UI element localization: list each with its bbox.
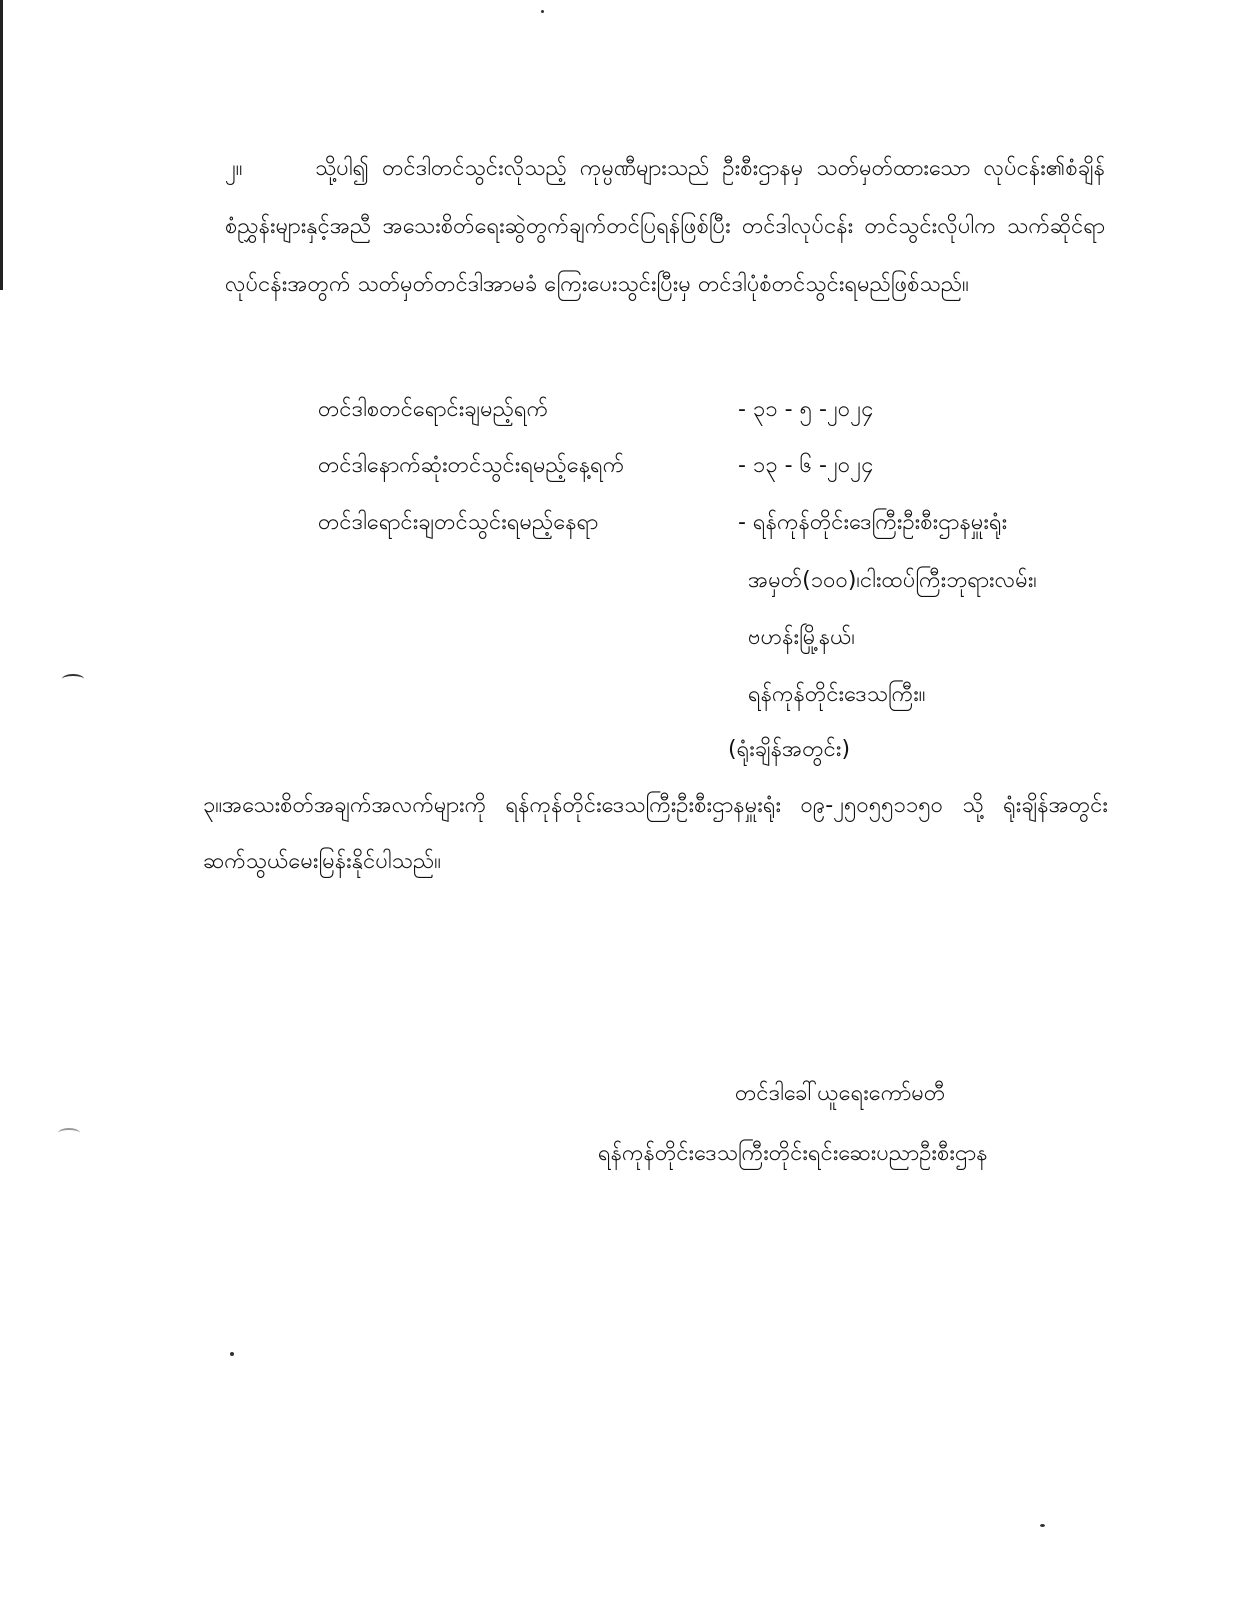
scan-speck [1040,1524,1045,1527]
address-line: အမှတ်(၁၀၀)၊ငါးထပ်ကြီးဘုရားလမ်း၊ [748,568,1037,593]
address-line: ဗဟန်းမြို့နယ်၊ [748,625,855,650]
address-line: ရန်ကုန်တိုင်းဒေသကြီး။ [748,682,926,707]
detail-value-deadline: - ၁၃ - ၆ -၂၀၂၄ [738,453,874,478]
punch-hole-mark [62,674,84,684]
office-hours-note: (ရုံးချိန်အတွင်း) [728,737,851,762]
detail-label-sale-start: တင်ဒါစတင်ရောင်းချမည့်ရက် [318,397,549,422]
paragraph-3 [203,778,1108,890]
detail-value-sale-start: - ၃၁ - ၅ -၂၀၂၄ [738,397,874,422]
paragraph-number: ၂။ [225,156,243,181]
detail-label-location: တင်ဒါရောင်းချတင်သွင်းရမည့်နေရာ [318,510,599,535]
paragraph-2 [225,140,1105,314]
paragraph-text: ၃။အသေးစိတ်အချက်အလက်များကို ရန်ကုန်တိုင်းဒေသကြီးဦးစီးဌာနမှူးရုံး ၀၉-၂၅၀၅၅၁၁၅၀ သို့ ရုံးချိန်အတွင်း ဆက်သွယ်မေးမြန်းနိုင်ပါသည်။ [203,793,1108,874]
signature-committee: တင်ဒါခေါ်ယူရေးကော်မတီ [735,1081,946,1106]
signature-department: ရန်ကုန်တိုင်းဒေသကြီးတိုင်းရင်းဆေးပညာဦးစီးဌာန [598,1141,988,1166]
scan-left-edge [0,0,3,290]
detail-label-deadline: တင်ဒါနောက်ဆုံးတင်သွင်းရမည့်နေ့ရက် [318,453,625,478]
punch-hole-mark [58,1128,80,1138]
paragraph-text: သို့ပါ၍ တင်ဒါတင်သွင်းလိုသည့် ကုမ္ပဏီများသည် ဦးစီးဌာနမှ သတ်မှတ်ထားသော လုပ်ငန်း၏စံချိန်စံညွှန်းများနှင့်အညီ အသေးစိတ်ရေးဆွဲတွက်ချက်တင်ပြရန်ဖြစ်ပြီး တင်ဒါလုပ်ငန်း တင်သွင်းလိုပါက သက်ဆိုင်ရာလုပ်ငန်းအတွက် သတ်မှတ်တင်ဒါအာမခံ ကြေးပေးသွင်းပြီးမှ တင်ဒါပုံစံတင်သွင်းရမည်ဖြစ်သည်။ [225,156,1105,297]
scan-speck [541,10,544,13]
detail-value-location: - ရန်ကုန်တိုင်းဒေကြီးဦးစီးဌာနမှူးရုံး [738,510,1008,535]
scan-speck [230,1352,234,1356]
